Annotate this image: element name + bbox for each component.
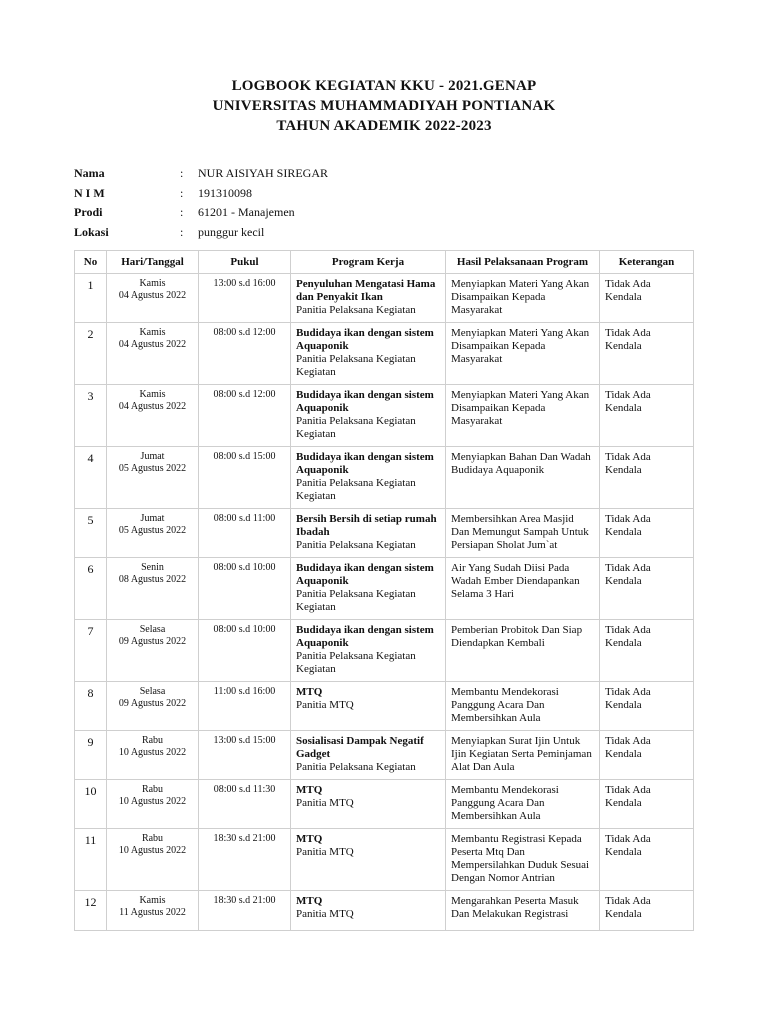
row-note: Tidak Ada Kendala — [605, 895, 651, 920]
cell-no — [75, 447, 107, 509]
row-unit: Panitia Pelaksana Kegiatan — [296, 304, 416, 316]
row-time: 08:00 s.d 10:00 — [213, 562, 276, 573]
cell-no — [75, 558, 107, 620]
table-row — [75, 780, 694, 829]
row-date: 11 Agustus 2022 — [119, 907, 186, 918]
table-row — [75, 274, 694, 323]
cell-time — [199, 385, 291, 447]
row-day: Kamis — [139, 327, 166, 338]
cell-result — [446, 385, 600, 447]
cell-time — [199, 323, 291, 385]
info-value: punggur kecil — [198, 224, 265, 239]
row-date: 04 Agustus 2022 — [118, 401, 187, 412]
cell-note — [600, 620, 694, 682]
cell-result — [446, 780, 600, 829]
table-row — [75, 891, 694, 931]
cell-time — [199, 891, 291, 931]
table-row — [75, 509, 694, 558]
title-line-1: LOGBOOK KEGIATAN KKU - 2021.GENAP — [231, 78, 537, 94]
info-label: Prodi — [74, 205, 103, 219]
row-day: Senin — [141, 562, 164, 573]
row-number: 8 — [87, 686, 94, 700]
cell-no — [75, 891, 107, 931]
row-number: 7 — [87, 624, 94, 638]
cell-date — [107, 509, 199, 558]
row-program: Budidaya ikan dengan sistem Aquaponik — [296, 389, 434, 414]
cell-result — [446, 731, 600, 780]
table-row — [75, 731, 694, 780]
row-program: Sosialisasi Dampak Negatif Gadget — [296, 735, 424, 760]
cell-date — [107, 682, 199, 731]
table-body — [75, 274, 694, 931]
row-note: Tidak Ada Kendala — [605, 451, 651, 476]
cell-time — [199, 780, 291, 829]
cell-no — [75, 829, 107, 891]
cell-no — [75, 731, 107, 780]
cell-date — [107, 274, 199, 323]
info-label: N I M — [74, 185, 105, 200]
row-result: Pemberian Probitok Dan Siap Diendapkan Kembali — [451, 624, 583, 649]
row-program: MTQ — [296, 895, 323, 907]
row-date: 10 Agustus 2022 — [118, 796, 187, 807]
row-number: 1 — [87, 278, 94, 292]
cell-result — [446, 447, 600, 509]
cell-result — [446, 323, 600, 385]
info-colon: : — [180, 224, 184, 239]
cell-date — [107, 731, 199, 780]
row-number: 4 — [87, 451, 94, 465]
row-day: Rabu — [141, 735, 164, 746]
info-colon: : — [180, 205, 184, 219]
cell-note — [600, 447, 694, 509]
row-unit: Panitia MTQ — [296, 846, 354, 858]
row-result: Air Yang Sudah Diisi Pada Wadah Ember Diendapankan Selama 3 Hari — [451, 562, 580, 600]
row-unit: Panitia MTQ — [296, 699, 354, 711]
row-time: 08:00 s.d 10:00 — [213, 624, 276, 635]
cell-result — [446, 620, 600, 682]
row-time: 13:00 s.d 16:00 — [213, 278, 276, 289]
row-time: 11:00 s.d 16:00 — [213, 686, 276, 697]
cell-time — [199, 558, 291, 620]
row-unit: Panitia Pelaksana Kegiatan Kegiatan — [296, 588, 416, 613]
cell-result — [446, 829, 600, 891]
row-unit: Panitia Pelaksana Kegiatan Kegiatan — [296, 415, 416, 440]
table-row — [75, 620, 694, 682]
row-unit: Panitia Pelaksana Kegiatan — [296, 761, 416, 773]
row-number: 11 — [84, 833, 97, 847]
cell-time — [199, 447, 291, 509]
title-line-3: TAHUN AKADEMIK 2022-2023 — [276, 118, 492, 134]
document-header — [0, 76, 768, 136]
row-unit: Panitia MTQ — [296, 908, 354, 920]
row-unit: Panitia Pelaksana Kegiatan Kegiatan — [296, 477, 416, 502]
cell-program — [291, 891, 446, 931]
row-day: Selasa — [139, 624, 166, 635]
cell-time — [199, 731, 291, 780]
cell-note — [600, 385, 694, 447]
column-header-time: Pukul — [199, 251, 291, 274]
cell-program — [291, 682, 446, 731]
cell-result — [446, 274, 600, 323]
row-date: 08 Agustus 2022 — [118, 574, 187, 585]
row-day: Kamis — [139, 278, 166, 289]
info-label: Lokasi — [74, 224, 109, 239]
row-day: Rabu — [141, 784, 164, 795]
row-number: 6 — [87, 562, 94, 576]
table-header-row — [75, 251, 694, 274]
row-program: Budidaya ikan dengan sistem Aquaponik — [296, 562, 434, 587]
column-header-note: Keterangan — [600, 251, 694, 274]
row-result: Menyiapkan Materi Yang Akan Disampaikan Kepada Masyarakat — [451, 278, 590, 316]
cell-result — [446, 682, 600, 731]
info-value: 61201 - Manajemen — [198, 205, 295, 219]
row-date: 05 Agustus 2022 — [118, 463, 187, 474]
table-row — [75, 323, 694, 385]
row-result: Menyiapkan Surat Ijin Untuk Ijin Kegiatan Serta Peminjaman Alat Dan Aula — [451, 735, 592, 773]
row-number: 2 — [87, 327, 94, 341]
cell-date — [107, 891, 199, 931]
row-program: Budidaya ikan dengan sistem Aquaponik — [296, 451, 434, 476]
cell-program — [291, 829, 446, 891]
column-header-date: Hari/Tanggal — [107, 251, 199, 274]
cell-note — [600, 558, 694, 620]
cell-program — [291, 447, 446, 509]
info-colon: : — [180, 185, 184, 200]
cell-note — [600, 891, 694, 931]
logbook-table — [74, 250, 694, 931]
cell-no — [75, 509, 107, 558]
title-line-2: UNIVERSITAS MUHAMMADIYAH PONTIANAK — [212, 98, 556, 114]
row-number: 3 — [87, 389, 94, 403]
row-date: 05 Agustus 2022 — [118, 525, 187, 536]
cell-program — [291, 385, 446, 447]
cell-time — [199, 509, 291, 558]
info-value: 191310098 — [198, 185, 252, 200]
cell-date — [107, 385, 199, 447]
cell-no — [75, 274, 107, 323]
row-program: MTQ — [296, 833, 323, 845]
row-program: MTQ — [296, 784, 323, 796]
cell-note — [600, 509, 694, 558]
cell-program — [291, 509, 446, 558]
table-row — [75, 682, 694, 731]
row-result: Membersihkan Area Masjid Dan Memungut Sampah Untuk Persiapan Sholat Jum`at — [451, 513, 589, 551]
row-date: 09 Agustus 2022 — [118, 698, 187, 709]
row-note: Tidak Ada Kendala — [605, 513, 651, 538]
row-note: Tidak Ada Kendala — [605, 562, 651, 587]
cell-result — [446, 891, 600, 931]
row-unit: Panitia Pelaksana Kegiatan — [296, 539, 416, 551]
cell-time — [199, 829, 291, 891]
row-day: Jumat — [140, 451, 165, 462]
row-result: Membantu Registrasi Kepada Peserta Mtq Dan Mempersilahkan Duduk Sesuai Dengan Nomor Antrian — [451, 833, 590, 884]
cell-note — [600, 731, 694, 780]
cell-note — [600, 780, 694, 829]
row-date: 10 Agustus 2022 — [118, 747, 187, 758]
cell-no — [75, 780, 107, 829]
cell-date — [107, 829, 199, 891]
cell-date — [107, 447, 199, 509]
row-unit: Panitia Pelaksana Kegiatan Kegiatan — [296, 650, 416, 675]
cell-no — [75, 682, 107, 731]
row-unit: Panitia MTQ — [296, 797, 354, 809]
row-result: Menyiapkan Materi Yang Akan Disampaikan Kepada Masyarakat — [451, 327, 590, 365]
row-note: Tidak Ada Kendala — [605, 784, 651, 809]
row-time: 08:00 s.d 12:00 — [213, 327, 276, 338]
row-program: Bersih Bersih di setiap rumah Ibadah — [296, 513, 437, 538]
cell-date — [107, 558, 199, 620]
cell-note — [600, 682, 694, 731]
row-result: Membantu Mendekorasi Panggung Acara Dan Membersihkan Aula — [451, 686, 559, 724]
row-result: Menyiapkan Materi Yang Akan Disampaikan Kepada Masyarakat — [451, 389, 590, 427]
column-header-program: Program Kerja — [291, 251, 446, 274]
cell-no — [75, 385, 107, 447]
cell-date — [107, 780, 199, 829]
row-program: Budidaya ikan dengan sistem Aquaponik — [296, 624, 434, 649]
info-value: NUR AISIYAH SIREGAR — [198, 166, 329, 180]
cell-program — [291, 620, 446, 682]
row-result: Menyiapkan Bahan Dan Wadah Budidaya Aquaponik — [451, 451, 591, 476]
row-date: 10 Agustus 2022 — [118, 845, 187, 856]
info-colon: : — [180, 166, 184, 180]
cell-program — [291, 731, 446, 780]
row-date: 09 Agustus 2022 — [118, 636, 187, 647]
cell-program — [291, 780, 446, 829]
cell-program — [291, 274, 446, 323]
cell-no — [75, 323, 107, 385]
row-unit: Panitia Pelaksana Kegiatan Kegiatan — [296, 353, 416, 378]
row-note: Tidak Ada Kendala — [605, 735, 651, 760]
row-note: Tidak Ada Kendala — [605, 278, 651, 303]
cell-result — [446, 558, 600, 620]
row-program: Penyuluhan Mengatasi Hama dan Penyakit Ikan — [296, 278, 436, 303]
row-program: MTQ — [296, 686, 323, 698]
row-note: Tidak Ada Kendala — [605, 686, 651, 711]
row-note: Tidak Ada Kendala — [605, 389, 651, 414]
row-day: Kamis — [139, 895, 166, 906]
row-number: 12 — [84, 895, 97, 909]
cell-note — [600, 274, 694, 323]
cell-result — [446, 509, 600, 558]
row-note: Tidak Ada Kendala — [605, 327, 651, 352]
row-result: Mengarahkan Peserta Masuk Dan Melakukan Registrasi — [451, 895, 579, 920]
row-date: 04 Agustus 2022 — [118, 290, 187, 301]
row-date: 04 Agustus 2022 — [118, 339, 187, 350]
cell-time — [199, 682, 291, 731]
row-day: Jumat — [140, 513, 165, 524]
row-time: 08:00 s.d 11:30 — [213, 784, 276, 795]
row-time: 08:00 s.d 12:00 — [213, 389, 276, 400]
cell-date — [107, 323, 199, 385]
row-time: 13:00 s.d 15:00 — [213, 735, 276, 746]
column-header-no: No — [75, 251, 107, 274]
table-row — [75, 558, 694, 620]
column-header-result: Hasil Pelaksanaan Program — [446, 251, 600, 274]
row-number: 10 — [84, 784, 97, 798]
table-row — [75, 447, 694, 509]
row-day: Rabu — [141, 833, 164, 844]
row-number: 5 — [87, 513, 94, 527]
row-note: Tidak Ada Kendala — [605, 833, 651, 858]
cell-time — [199, 620, 291, 682]
cell-time — [199, 274, 291, 323]
row-time: 18:30 s.d 21:00 — [213, 833, 276, 844]
row-day: Selasa — [139, 686, 166, 697]
cell-program — [291, 323, 446, 385]
row-time: 08:00 s.d 15:00 — [213, 451, 276, 462]
table-row — [75, 829, 694, 891]
info-label: Nama — [74, 166, 105, 180]
cell-note — [600, 323, 694, 385]
cell-program — [291, 558, 446, 620]
row-number: 9 — [87, 735, 94, 749]
cell-date — [107, 620, 199, 682]
cell-note — [600, 829, 694, 891]
cell-no — [75, 620, 107, 682]
row-result: Membantu Mendekorasi Panggung Acara Dan Membersihkan Aula — [451, 784, 559, 822]
row-time: 18:30 s.d 21:00 — [213, 895, 276, 906]
row-day: Kamis — [139, 389, 166, 400]
table-row — [75, 385, 694, 447]
row-program: Budidaya ikan dengan sistem Aquaponik — [296, 327, 434, 352]
row-note: Tidak Ada Kendala — [605, 624, 651, 649]
row-time: 08:00 s.d 11:00 — [213, 513, 276, 524]
